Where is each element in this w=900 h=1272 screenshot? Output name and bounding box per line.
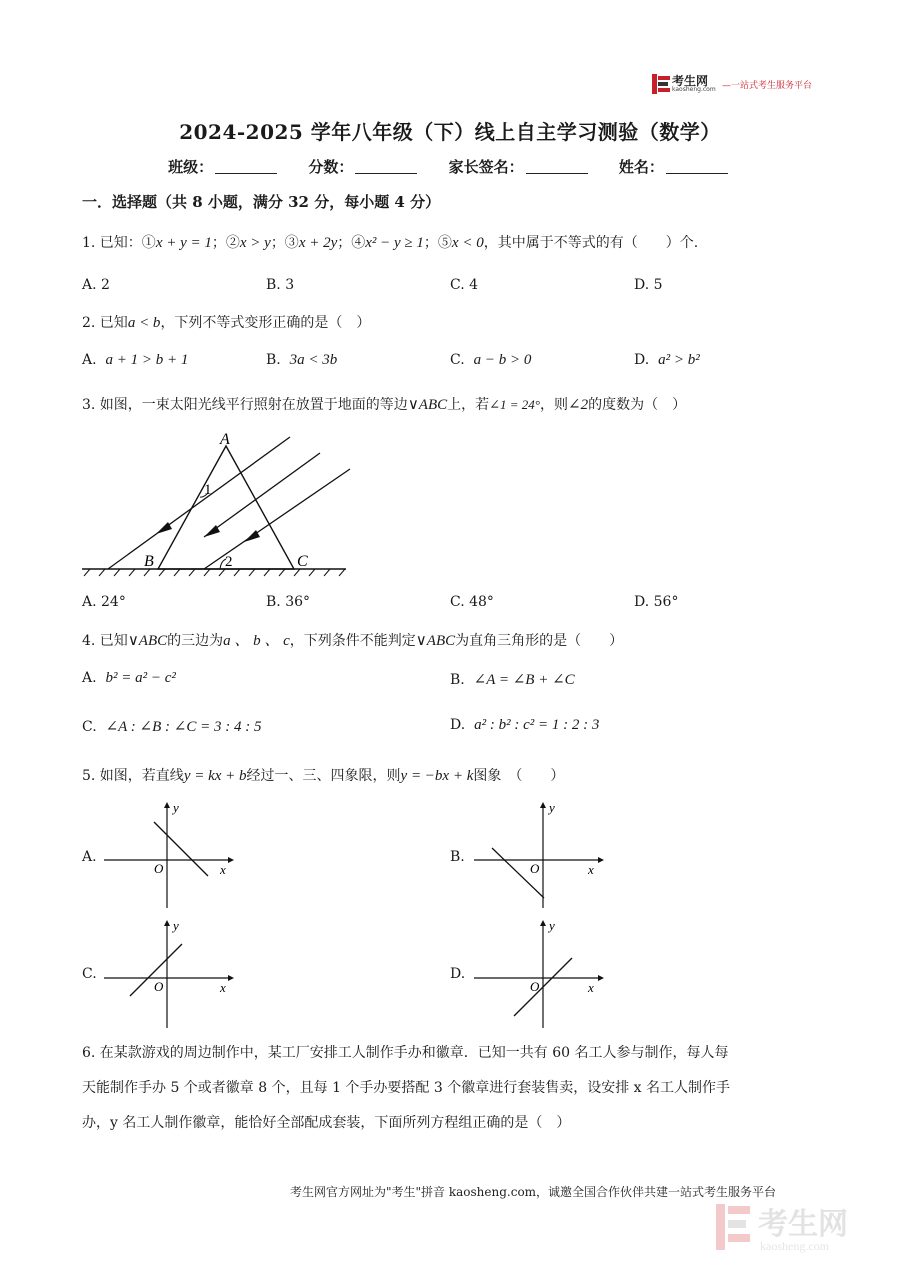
page-title: 2024-2025 学年八年级（下）线上自主学习测验（数学） bbox=[179, 120, 721, 144]
svg-text:y: y bbox=[173, 918, 179, 933]
question-1-option-b[interactable]: B. 3 bbox=[266, 277, 295, 293]
watermark-icon bbox=[712, 1196, 882, 1256]
svg-text:x: x bbox=[220, 980, 226, 995]
student-info-row bbox=[0, 156, 900, 177]
name-label: 姓名： bbox=[618, 158, 664, 176]
label-angle-1: 1 bbox=[204, 482, 212, 498]
parent-sign-label: 家长签名： bbox=[448, 158, 524, 176]
class-label: 班级： bbox=[168, 158, 214, 176]
question-1-option-c[interactable]: C. 4 bbox=[450, 277, 479, 293]
question-1-option-d[interactable]: D. 5 bbox=[634, 277, 663, 293]
question-2-option-c[interactable]: C. a − b > 0 bbox=[450, 352, 532, 368]
question-2-option-a[interactable]: A. a + 1 > b + 1 bbox=[82, 352, 189, 368]
question-6-line-3: 办，y 名工人制作徽章，能恰好全部配成套装，下面所列方程组正确的是（ ） bbox=[82, 1115, 571, 1131]
brand-logo bbox=[652, 71, 822, 97]
question-5-graph-a[interactable] bbox=[100, 800, 236, 910]
question-3-stem: 3. 如图，一束太阳光线平行照射在放置于地面的等边∨ABC上，若∠1 = 24°，则∠2的度数为（ ） bbox=[82, 397, 687, 413]
svg-text:O: O bbox=[530, 979, 540, 994]
class-blank[interactable] bbox=[215, 159, 277, 174]
page-footer: 考生网官方网址为"考生"拼音 kaosheng.com，诚邀全国合作伙伴共建一站式考生服务平台 bbox=[290, 1185, 777, 1199]
label-a: A bbox=[220, 431, 230, 448]
question-2-option-d[interactable]: D. a² > b² bbox=[634, 352, 700, 368]
svg-text:x: x bbox=[588, 862, 594, 877]
watermark-logo bbox=[712, 1196, 882, 1256]
question-4-option-a[interactable]: A. b² = a² − c² bbox=[82, 670, 176, 686]
svg-text:y: y bbox=[549, 800, 555, 815]
svg-text:x: x bbox=[588, 980, 594, 995]
score-label: 分数： bbox=[308, 158, 354, 176]
svg-text:y: y bbox=[549, 918, 555, 933]
question-3-figure bbox=[80, 425, 352, 580]
question-6-line-2: 天能制作手办 5 个或者徽章 8 个，且每 1 个手办要搭配 3 个徽章进行套装售卖，设安排 x 名工人制作手 bbox=[82, 1080, 731, 1096]
question-5-option-a-label[interactable]: A. bbox=[82, 849, 97, 865]
question-3-option-b[interactable]: B. 36° bbox=[266, 594, 311, 610]
svg-text:y: y bbox=[173, 800, 179, 815]
question-5-option-d-label[interactable]: D. bbox=[450, 966, 466, 982]
brand-url: kaosheng.com bbox=[672, 86, 716, 93]
question-3-option-d[interactable]: D. 56° bbox=[634, 594, 679, 610]
brand-name: 考生网 bbox=[672, 74, 709, 88]
question-5-graph-d[interactable] bbox=[470, 918, 606, 1030]
sun-ray-1 bbox=[108, 437, 290, 569]
score-blank[interactable] bbox=[355, 159, 417, 174]
label-c: C bbox=[297, 553, 308, 570]
question-4-option-b[interactable]: B. ∠A = ∠B + ∠C bbox=[450, 672, 575, 688]
question-1-stem: 1. 已知：①x + y = 1；②x > y；③x + 2y；④x² − y ≥ 1；⑤x < 0，其中属于不等式的有（ ）个. bbox=[82, 235, 699, 251]
question-5-graph-b[interactable] bbox=[470, 800, 606, 910]
parent-sign-blank[interactable] bbox=[526, 159, 588, 174]
label-angle-2: 2 bbox=[225, 554, 233, 570]
question-5-option-b-label[interactable]: B. bbox=[450, 849, 465, 865]
name-blank[interactable] bbox=[666, 159, 728, 174]
svg-text:O: O bbox=[154, 861, 164, 876]
question-3-option-c[interactable]: C. 48° bbox=[450, 594, 494, 610]
question-5-stem: 5. 如图，若直线y = kx + b经过一、三、四象限，则y = −bx + k图象 （ ） bbox=[82, 768, 565, 784]
question-5-option-c-label[interactable]: C. bbox=[82, 966, 97, 982]
question-4-option-d[interactable]: D. a² : b² : c² = 1 : 2 : 3 bbox=[450, 717, 600, 733]
svg-text:x: x bbox=[220, 862, 226, 877]
svg-text:kaosheng.com: kaosheng.com bbox=[760, 1239, 829, 1253]
sun-ray-2 bbox=[204, 453, 320, 537]
svg-text:O: O bbox=[154, 979, 164, 994]
section-heading: 一．选择题（共 8 小题，满分 32 分，每小题 4 分） bbox=[82, 193, 441, 211]
question-1-option-a[interactable]: A. 2 bbox=[82, 277, 110, 293]
brand-slogan: —一站式考生服务平台 bbox=[722, 81, 813, 91]
question-4-option-c[interactable]: C. ∠A : ∠B : ∠C = 3 : 4 : 5 bbox=[82, 719, 262, 735]
question-2-option-b[interactable]: B. 3a < 3b bbox=[266, 352, 338, 368]
brand-logo-icon bbox=[652, 74, 670, 94]
svg-text:O: O bbox=[530, 861, 540, 876]
ground-hatch bbox=[84, 569, 345, 576]
svg-text:考生网: 考生网 bbox=[758, 1208, 848, 1241]
label-b: B bbox=[144, 553, 154, 570]
question-2-stem: 2. 已知a < b，下列不等式变形正确的是（ ） bbox=[82, 315, 371, 331]
question-5-graph-c[interactable] bbox=[100, 918, 236, 1030]
question-6-line-1: 6. 在某款游戏的周边制作中，某工厂安排工人制作手办和徽章．已知一共有 60 名工人参与制作，每人每 bbox=[82, 1045, 729, 1061]
triangle-abc bbox=[158, 446, 294, 569]
question-4-stem: 4. 已知∨ABC的三边为a 、 b 、 c，下列条件不能判定∨ABC为直角三角形的是（ ） bbox=[82, 633, 624, 649]
question-3-option-a[interactable]: A. 24° bbox=[82, 594, 126, 610]
